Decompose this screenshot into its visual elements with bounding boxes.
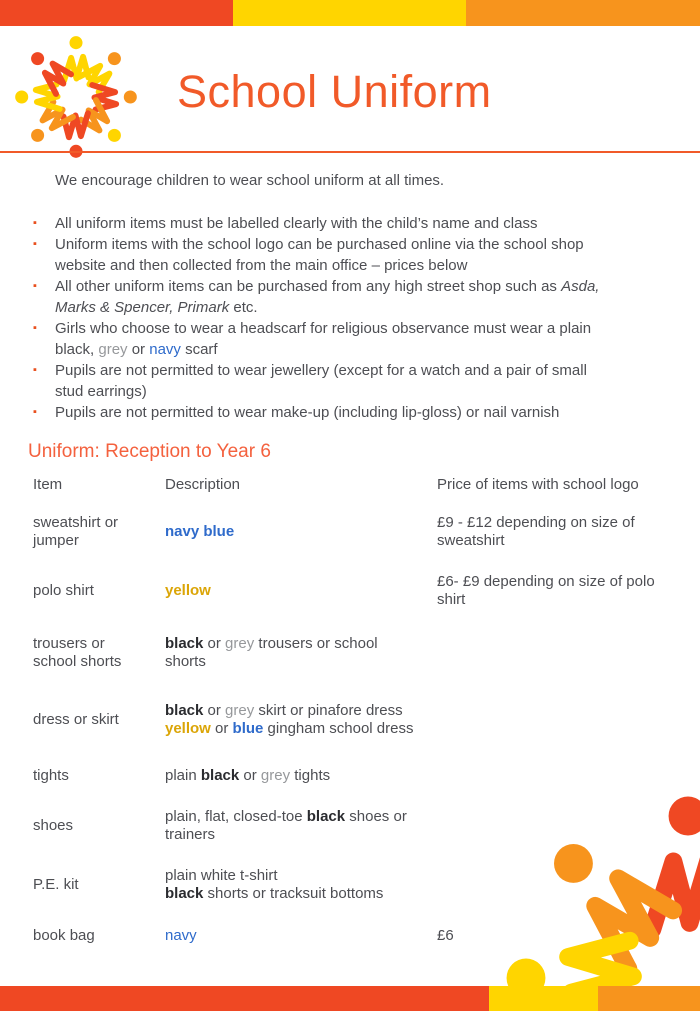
bullet-marker-icon: ▪ xyxy=(33,217,37,229)
top-bar-red-segment xyxy=(0,0,233,26)
school-logo-icon xyxy=(12,33,140,161)
bullet-item xyxy=(33,276,673,318)
bullet-item xyxy=(33,234,673,276)
uniform-table xyxy=(33,468,667,956)
header-divider xyxy=(0,151,700,153)
bullet-item xyxy=(33,213,673,234)
bullet-marker-icon: ▪ xyxy=(33,280,37,292)
price-cell: £6- £9 depending on size of polo shirt xyxy=(437,573,655,608)
column-header-description: Description xyxy=(165,476,241,493)
price-cell: £6 xyxy=(437,927,454,944)
bullet-marker-icon: ▪ xyxy=(33,322,37,334)
description-cell: plain, flat, closed-toe black shoes or trainers xyxy=(165,808,407,843)
uniform-rules-list xyxy=(33,213,673,423)
price-cell: £9 - £12 depending on size of sweatshirt xyxy=(437,514,635,549)
item-cell: tights xyxy=(33,767,69,784)
description-cell: black or grey skirt or pinafore dress yellow or blue gingham school dress xyxy=(165,702,414,737)
bullet-item xyxy=(33,402,673,423)
description-cell: plain white t-shirt black shorts or tracksuit bottoms xyxy=(165,867,384,902)
table-header-row xyxy=(33,468,667,502)
table-row xyxy=(33,502,667,562)
bottom-bar-yellow-segment xyxy=(489,986,598,1011)
bullet-marker-icon: ▪ xyxy=(33,238,37,250)
table-row xyxy=(33,562,667,620)
item-cell: sweatshirt or jumper xyxy=(33,514,119,549)
column-header-price: Price of items with school logo xyxy=(437,476,639,493)
bottom-brand-bar xyxy=(0,986,700,1011)
bottom-bar-red-segment xyxy=(0,986,489,1011)
bullet-item xyxy=(33,318,673,360)
table-row xyxy=(33,620,667,686)
section-heading: Uniform: Reception to Year 6 xyxy=(28,441,271,462)
page-title: School Uniform xyxy=(177,66,492,117)
item-cell: trousers or school shorts xyxy=(33,635,122,670)
item-cell: dress or skirt xyxy=(33,711,119,728)
bullet-text: Pupils are not permitted to wear make-up (including lip-gloss) or nail varnish xyxy=(55,404,560,421)
table-row xyxy=(33,754,667,798)
column-header-item: Item xyxy=(33,476,63,493)
table-row xyxy=(33,916,667,956)
table-row xyxy=(33,686,667,754)
bullet-marker-icon: ▪ xyxy=(33,364,37,376)
bottom-bar-orange-segment xyxy=(598,986,700,1011)
bullet-text: Girls who choose to wear a headscarf for religious observance must wear a plain black, grey or navy scarf xyxy=(55,320,592,358)
description-cell: plain black or grey tights xyxy=(165,767,331,784)
table-row xyxy=(33,854,667,916)
description-cell: yellow xyxy=(165,582,211,599)
item-cell: book bag xyxy=(33,927,95,944)
description-cell: navy xyxy=(165,927,197,944)
description-cell: black or grey trousers or school shorts xyxy=(165,635,378,670)
bullet-text: All other uniform items can be purchased from any high street shop such as Asda, Marks & Spencer, Primark etc. xyxy=(55,278,600,316)
description-cell: navy blue xyxy=(165,523,235,540)
item-cell: polo shirt xyxy=(33,582,94,599)
bullet-marker-icon: ▪ xyxy=(33,406,37,418)
bullet-item xyxy=(33,360,673,402)
item-cell: shoes xyxy=(33,817,74,834)
bullet-text: Pupils are not permitted to wear jewellery (except for a watch and a pair of small stud earrings) xyxy=(55,362,587,400)
item-cell: P.E. kit xyxy=(33,876,79,893)
top-bar-yellow-segment xyxy=(233,0,466,26)
intro-text: We encourage children to wear school uniform at all times. xyxy=(55,172,445,189)
top-bar-orange-segment xyxy=(466,0,700,26)
bullet-text: All uniform items must be labelled clearly with the child’s name and class xyxy=(55,215,538,232)
top-brand-bar xyxy=(0,0,700,26)
bullet-text: Uniform items with the school logo can be purchased online via the school shop website and then collected from the main office – prices below xyxy=(55,236,584,274)
table-row xyxy=(33,798,667,854)
